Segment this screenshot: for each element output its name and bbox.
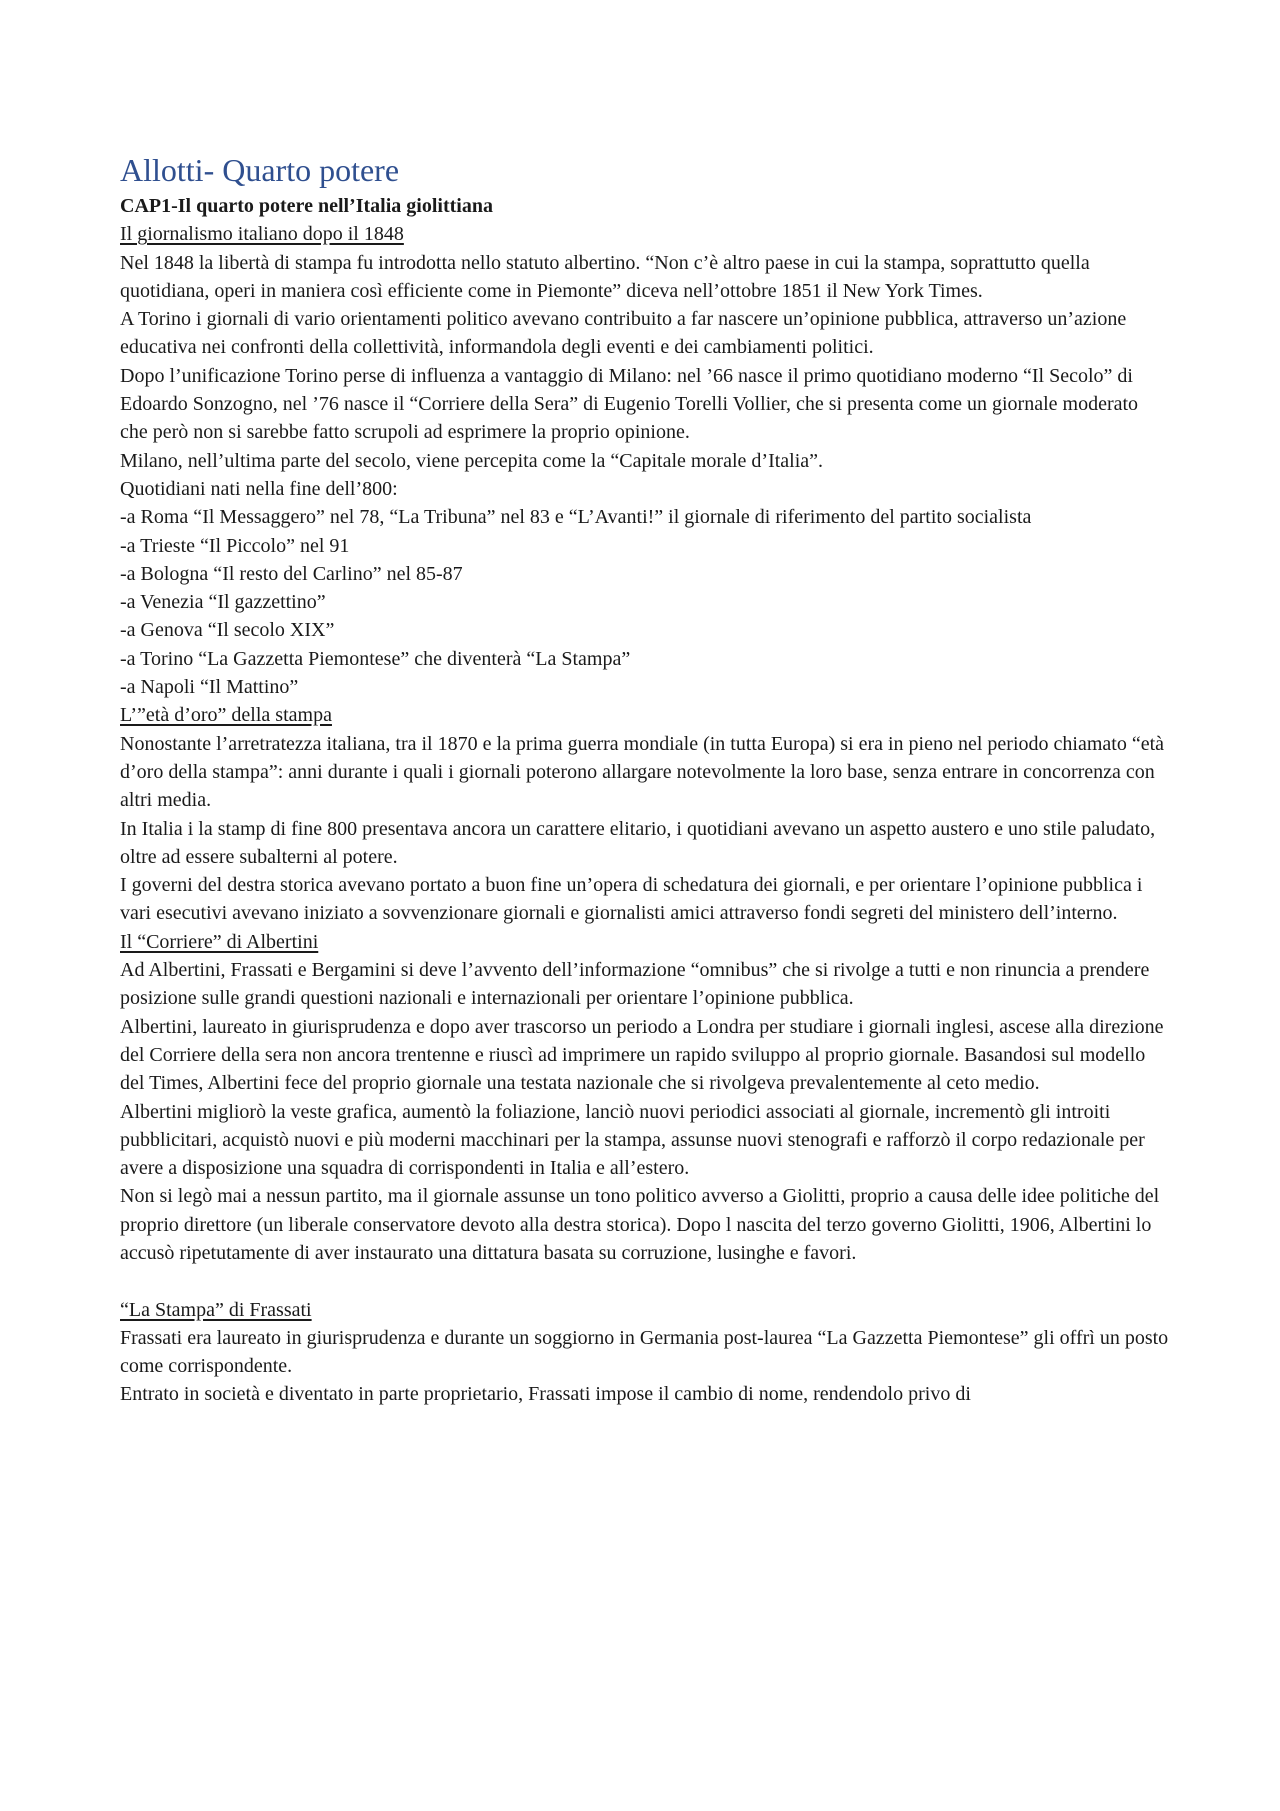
paragraph: Albertini, laureato in giurisprudenza e dopo aver trascorso un periodo a Londra per studiare i giornali inglesi, ascese alla direzione del Corriere della sera non ancora trentenne e riuscì ad imprimere un rapido sviluppo al proprio giornale. Basandosi sul modello del Times, Albertini fece del proprio giornale una testata nazionale che si rivolgeva prevalentemente al ceto medio. [120,1015,1164,1095]
paragraph: Nel 1848 la libertà di stampa fu introdotta nello statuto albertino. “Non c’è altro paese in cui la stampa, soprattutto quella quotidiana, operi in maniera così efficiente come in Piemonte” diceva nell’ottobre 1851 il New York Times. [120,251,1090,302]
paragraph: Entrato in società e diventato in parte proprietario, Frassati impose il cambio di nome, rendendolo privo di [120,1383,971,1406]
paragraph: Milano, nell’ultima parte del secolo, viene percepita come la “Capitale morale d’Italia”. [120,449,824,472]
section-heading: “La Stampa” di Frassati [120,1298,312,1321]
paragraph: Frassati era laureato in giurisprudenza e durante un soggiorno in Germania post-laurea “La Gazzetta Piemontese” gli offrì un posto come corrispondente. [120,1326,1169,1378]
list-item: -a Venezia “Il gazzettino” [120,591,326,614]
paragraph: Dopo l’unificazione Torino perse di influenza a vantaggio di Milano: nel ’66 nasce il primo quotidiano moderno “Il Secolo” di Edoardo Sonzogno, nel ’76 nasce il “Corriere della Sera” di Eugenio Torelli Vollier, che si presenta come un giornale moderato che però non si sarebbe fatto scrupoli ad esprimere la proprio opinione. [120,364,1139,444]
chapter-heading: CAP1-Il quarto potere nell’Italia giolittiana [120,195,493,217]
list-item: -a Napoli “Il Mattino” [120,676,299,699]
paragraph: Ad Albertini, Frassati e Bergamini si deve l’avvento dell’informazione “omnibus” che si rivolge a tutti e non rinuncia a prendere posizione sulle grandi questioni nazionali e internazionali per orientare l’opinione pubblica. [120,959,1150,1010]
document-title: Allotti- Quarto potere [120,152,400,188]
section-heading: Il giornalismo italiano dopo il 1848 [120,223,404,246]
paragraph: Non si legò mai a nessun partito, ma il giornale assunse un tono politico avverso a Giolitti, proprio a causa delle idee politiche del proprio direttore (un liberale conservatore devoto alla destra storica). Dopo l nascita del terzo governo Giolitti, 1906, Albertini lo accusò ripetutamente di aver instaurato una dittatura basata su corruzione, lusinghe e favori. [120,1185,1160,1264]
paragraph: Nonostante l’arretratezza italiana, tra il 1870 e la prima guerra mondiale (in tutta Europa) si era in pieno nel periodo chiamato “età d’oro della stampa”: anni durante i quali i giornali poterono allargare notevolmente la loro base, senza entrare in concorrenza con altri media. [120,732,1165,812]
paragraph: A Torino i giornali di vario orientamenti politico avevano contribuito a far nascere un’opinione pubblica, attraverso un’azione educativa nei confronti della collettività, informandola degli eventi e dei cambiamenti politici. [120,308,1127,359]
list-item: -a Trieste “Il Piccolo” nel 91 [120,534,350,557]
list-item: -a Bologna “Il resto del Carlino” nel 85-87 [120,562,463,585]
section-heading: L’”età d’oro” della stampa [120,704,332,727]
paragraph: I governi del destra storica avevano portato a buon fine un’opera di schedatura dei giornali, e per orientare l’opinione pubblica i vari esecutivi avevano iniziato a sovvenzionare giornali e giornalisti amici attraverso fondi segreti del ministero dell’interno. [120,874,1143,925]
blank-line [120,1267,1170,1295]
paragraph: In Italia i la stamp di fine 800 presentava ancora un carattere elitario, i quotidiani avevano un aspetto austero e uno stile paludato, oltre ad essere subalterni al potere. [120,817,1156,868]
paragraph: Quotidiani nati nella fine dell’800: [120,477,398,500]
list-item: -a Roma “Il Messaggero” nel 78, “La Tribuna” nel 83 e “L’Avanti!” il giornale di riferimento del partito socialista [120,506,1032,529]
list-item: -a Torino “La Gazzetta Piemontese” che diventerà “La Stampa” [120,647,631,670]
paragraph: Albertini migliorò la veste grafica, aumentò la foliazione, lanciò nuovi periodici associati al giornale, incrementò gli introiti pubblicitari, acquistò nuovi e più moderni macchinari per la stampa, assunse nuovi stenografi e rafforzò il corpo redazionale per avere a disposizione una squadra di corrispondenti in Italia e all’estero. [120,1100,1145,1180]
list-item: -a Genova “Il secolo XIX” [120,619,335,642]
document-page [120,150,1170,1409]
section-heading: Il “Corriere” di Albertini [120,930,319,953]
